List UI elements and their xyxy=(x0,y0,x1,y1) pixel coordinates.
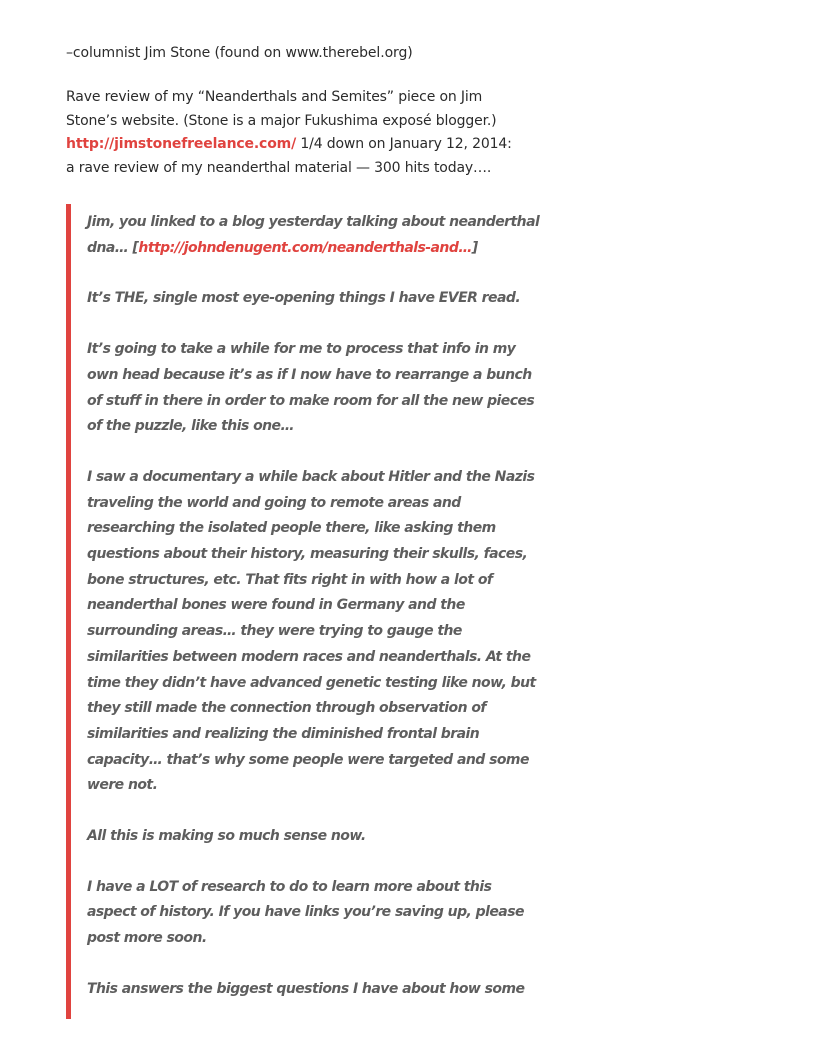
quote-paragraph-4 xyxy=(87,465,536,799)
quote-p4-line-4: questions about their history, measuring their skulls, faces, xyxy=(87,546,528,563)
quote-paragraph-1 xyxy=(87,210,540,261)
quote-p6-line-1: I have a LOT of research to do to learn more about this xyxy=(87,878,492,895)
intro-line-3-text: 1/4 down on January 12, 2014: xyxy=(296,136,512,152)
intro-line-4: a rave review of my neanderthal material — 300 hits today…. xyxy=(66,159,492,176)
quote-p1-prefix: dna… [ xyxy=(87,239,139,256)
quote-paragraph-6 xyxy=(87,875,536,952)
intro-line-1: Rave review of my “Neanderthals and Semites” piece on Jim xyxy=(66,89,483,105)
attribution-line: –columnist Jim Stone (found on www.therebel.org) xyxy=(66,45,413,61)
quote-p4-line-12: capacity… that’s why some people were targeted and some xyxy=(87,751,529,768)
quote-p4-line-13: were not. xyxy=(87,777,158,794)
quote-p1-line-2 xyxy=(87,236,536,262)
quote-p4-line-1: I saw a documentary a while back about Hitler and the Nazis xyxy=(87,468,535,485)
quote-p4-line-3: researching the isolated people there, like asking them xyxy=(87,520,496,537)
quote-p4-line-5: bone structures, etc. That fits right in with how a lot of xyxy=(87,571,493,588)
quote-p4-line-9: time they didn’t have advanced genetic testing like now, but xyxy=(87,674,536,691)
quote-p4-line-8: similarities between modern races and neanderthals. At the xyxy=(87,648,531,665)
quote-paragraph-2 xyxy=(87,286,536,312)
quote-p1-suffix: ] xyxy=(471,239,478,256)
quote-p4-line-11: similarities and realizing the diminished frontal brain xyxy=(87,725,480,742)
quote-p6-line-3: post more soon. xyxy=(87,930,207,947)
quote-p5-line: All this is making so much sense now. xyxy=(87,828,366,845)
intro-paragraph xyxy=(66,86,536,180)
quote-paragraph-7 xyxy=(87,977,536,1003)
quote-p4-line-6: neanderthal bones were found in Germany and the xyxy=(87,597,465,614)
quote-p3-line-3: of stuff in there in order to make room for all the new pieces xyxy=(87,392,535,409)
quote-p1-line-1: Jim, you linked to a blog yesterday talking about neanderthal xyxy=(87,214,540,230)
jimstone-link[interactable]: http://jimstonefreelance.com/ xyxy=(66,136,297,152)
quote-p2-line: It’s THE, single most eye-opening things I have EVER read. xyxy=(87,290,521,307)
quoted-review xyxy=(66,204,540,1019)
quote-p4-line-10: they still made the connection through observation of xyxy=(87,700,486,717)
quote-paragraph-5 xyxy=(87,824,536,850)
quote-p3-line-1: It’s going to take a while for me to process that info in my xyxy=(87,341,516,358)
quote-p7-line: This answers the biggest questions I have about how some xyxy=(87,980,525,997)
quote-p4-line-7: surrounding areas… they were trying to gauge the xyxy=(87,623,462,640)
intro-line-3 xyxy=(66,133,536,157)
quote-p6-line-2: aspect of history. If you have links you’re saving up, please xyxy=(87,904,524,921)
quote-p3-line-4: of the puzzle, like this one… xyxy=(87,418,294,435)
quote-paragraph-3 xyxy=(87,337,536,440)
document-page xyxy=(66,42,536,180)
quote-p4-line-2: traveling the world and going to remote areas and xyxy=(87,494,461,511)
quote-p3-line-2: own head because it’s as if I now have to rearrange a bunch xyxy=(87,366,532,383)
intro-line-2: Stone’s website. (Stone is a major Fukushima exposé blogger.) xyxy=(66,112,497,129)
johndenugent-link[interactable]: http://johndenugent.com/neanderthals-and… xyxy=(138,239,472,256)
